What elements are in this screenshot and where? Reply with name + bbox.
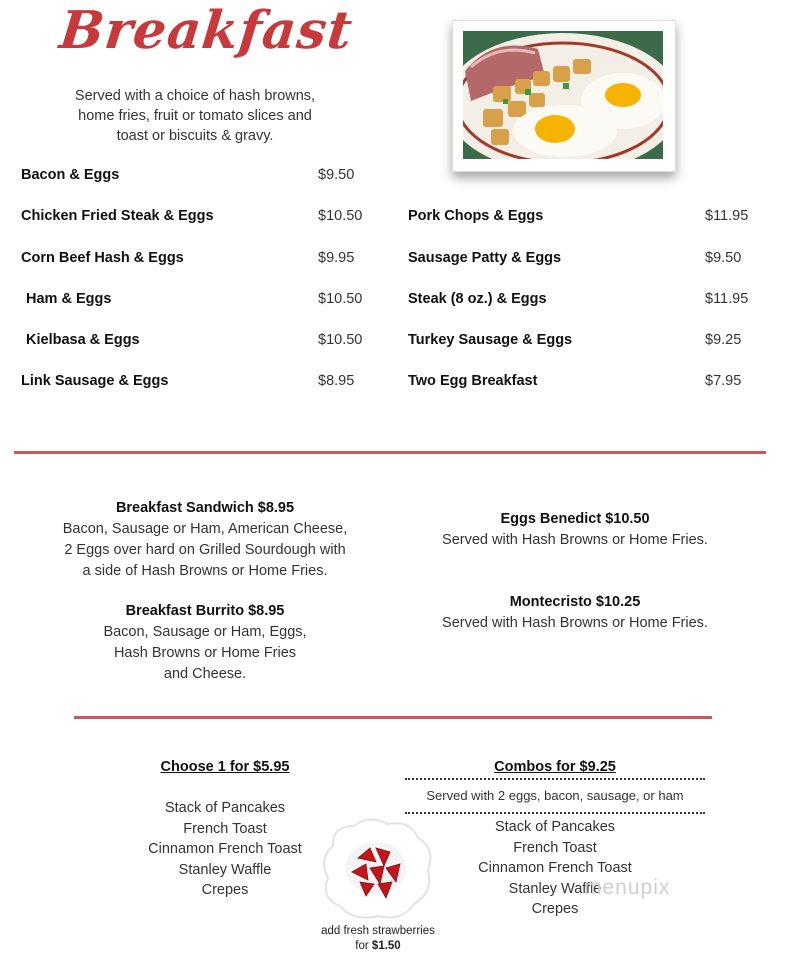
dotted-divider: [405, 812, 705, 814]
menu-item-name: Corn Beef Hash & Eggs: [21, 250, 184, 266]
menu-title-text: Breakfast: [56, 0, 356, 61]
menu-item-price: $8.95: [318, 373, 355, 389]
intro-line: toast or biscuits & gravy.: [116, 128, 274, 144]
menu-item-price: $10.50: [318, 291, 363, 307]
list-item: Cinnamon French Toast: [148, 841, 302, 857]
strawberries-prefix: for: [355, 940, 372, 952]
list-item: Stack of Pancakes: [164, 800, 286, 816]
list-item: Crepes: [201, 882, 249, 898]
menu-item-name: Turkey Sausage & Eggs: [408, 332, 573, 348]
choose-list: [110, 798, 340, 901]
intro-line: home fries, fruit or tomato slices and: [78, 108, 312, 124]
special-breakfast-sandwich: [40, 498, 370, 582]
special-montecristo: [420, 592, 730, 634]
special-heading: Eggs Benedict $10.50: [500, 511, 650, 527]
list-item: French Toast: [183, 820, 267, 837]
list-item: French Toast: [513, 839, 597, 856]
menu-item-name: Steak (8 oz.) & Eggs: [408, 291, 547, 307]
menu-item-price: $9.50: [705, 250, 742, 266]
menu-item-price: $7.95: [705, 373, 742, 389]
special-breakfast-burrito: [60, 601, 350, 685]
strawberries-price: $1.50: [371, 940, 401, 952]
menu-item-name: Pork Chops & Eggs: [408, 208, 544, 224]
menu-item-name: Chicken Fried Steak & Eggs: [21, 208, 214, 224]
combos-list: [440, 817, 670, 920]
menu-item-name: Ham & Eggs: [26, 291, 112, 307]
menu-item-name: Link Sausage & Eggs: [21, 373, 169, 389]
strawberries-line: add fresh strawberries: [321, 925, 435, 937]
menu-item-price: $11.95: [705, 208, 749, 224]
list-item: Crepes: [531, 901, 579, 917]
special-description: 2 Eggs over hard on Grilled Sourdough with: [64, 542, 346, 558]
special-heading: Breakfast Burrito $8.95: [125, 603, 285, 619]
strawberries-photo: [318, 818, 436, 922]
menu-item-name: Sausage Patty & Eggs: [408, 250, 562, 266]
list-item: Stanley Waffle: [178, 861, 272, 878]
special-heading: Breakfast Sandwich $8.95: [115, 500, 295, 516]
strawberries-note: [296, 924, 460, 954]
menu-item-price: $9.95: [318, 250, 355, 266]
menu-item-price: $10.50: [318, 332, 363, 348]
combos-heading: Combos for $9.25: [494, 759, 616, 775]
menu-item-price: $9.50: [318, 167, 355, 183]
divider: [14, 451, 766, 454]
divider: [74, 716, 712, 719]
intro-text: [40, 86, 350, 146]
special-description: Served with Hash Browns or Home Fries.: [442, 615, 708, 631]
special-description: Hash Browns or Home Fries: [113, 645, 297, 661]
special-description: and Cheese.: [163, 666, 247, 682]
list-item: Stack of Pancakes: [494, 819, 616, 835]
special-heading: Montecristo $10.25: [509, 594, 641, 610]
choose-heading: Choose 1 for $5.95: [160, 759, 290, 775]
intro-line: Served with a choice of hash browns,: [74, 88, 316, 104]
special-description: Served with Hash Browns or Home Fries.: [442, 532, 708, 548]
list-item: Cinnamon French Toast: [478, 860, 632, 876]
combos-subtext: Served with 2 eggs, bacon, sausage, or ham: [426, 788, 684, 803]
special-description: Bacon, Sausage or Ham, American Cheese,: [62, 521, 348, 537]
strawberries-icon: [318, 818, 436, 922]
list-item: Stanley Waffle: [508, 880, 602, 897]
breakfast-plate-icon: [463, 31, 663, 159]
watermark: menupix: [584, 876, 671, 899]
menu-item-name: Bacon & Eggs: [21, 167, 120, 183]
menu-item-name: Kielbasa & Eggs: [26, 332, 140, 348]
menu-item-price: $9.25: [705, 332, 742, 348]
strawberries-price-line: [296, 939, 460, 954]
menu-item-price: $10.50: [318, 208, 363, 224]
dotted-divider: [405, 778, 705, 780]
menu-item-price: $11.95: [705, 291, 749, 307]
breakfast-photo: [452, 20, 676, 172]
special-eggs-benedict: [420, 509, 730, 551]
menu-item-name: Two Egg Breakfast: [408, 373, 538, 389]
special-description: Bacon, Sausage or Ham, Eggs,: [103, 624, 307, 640]
special-description: a side of Hash Browns or Home Fries.: [82, 563, 328, 579]
menu-title: [56, 0, 356, 80]
